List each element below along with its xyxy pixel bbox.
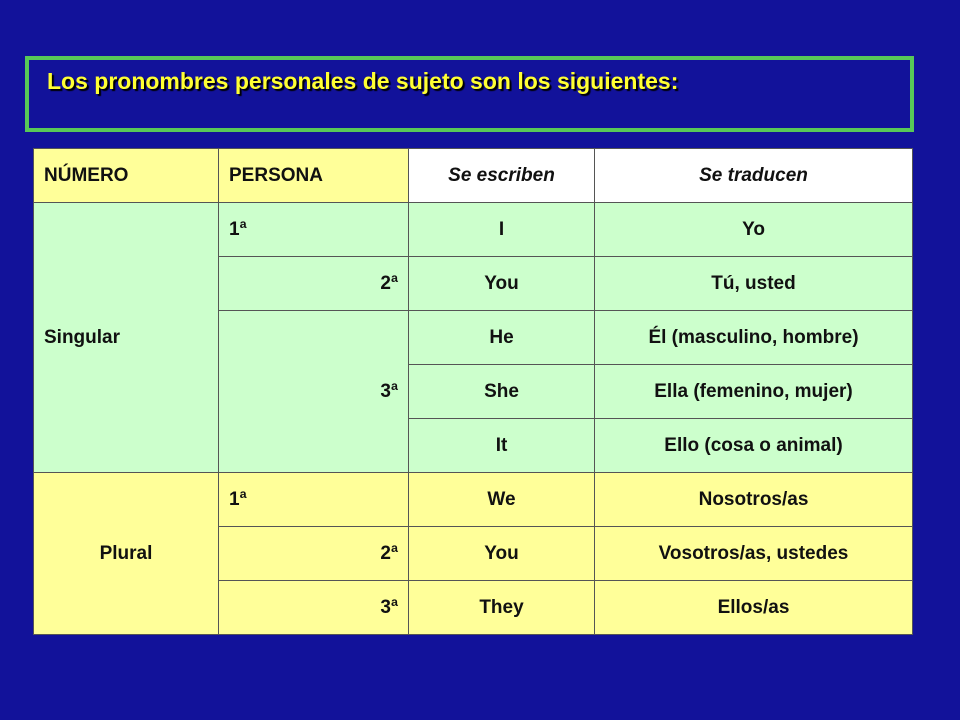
numero-plural: Plural (34, 473, 219, 635)
escribe-cell: I (409, 203, 595, 257)
table-row (34, 473, 913, 527)
slide-title: Los pronombres personales de sujeto son los siguientes: (47, 68, 679, 94)
traduce-cell: Ellos/as (595, 581, 913, 635)
traduce-cell: Ello (cosa o animal) (595, 419, 913, 473)
header-se-escriben: Se escriben (409, 149, 595, 203)
persona-cell: 3ª (219, 311, 409, 473)
traduce-cell: Ella (femenino, mujer) (595, 365, 913, 419)
escribe-cell: He (409, 311, 595, 365)
table-row (34, 203, 913, 257)
header-numero: NÚMERO (34, 149, 219, 203)
header-row (34, 149, 913, 203)
escribe-cell: It (409, 419, 595, 473)
traduce-cell: Tú, usted (595, 257, 913, 311)
title-box (25, 56, 914, 132)
persona-cell: 2ª (219, 527, 409, 581)
escribe-cell: We (409, 473, 595, 527)
traduce-cell: Yo (595, 203, 913, 257)
header-persona: PERSONA (219, 149, 409, 203)
header-se-traducen: Se traducen (595, 149, 913, 203)
numero-singular: Singular (34, 203, 219, 473)
traduce-cell: Nosotros/as (595, 473, 913, 527)
persona-cell: 1ª (219, 473, 409, 527)
escribe-cell: They (409, 581, 595, 635)
persona-cell: 1ª (219, 203, 409, 257)
escribe-cell: She (409, 365, 595, 419)
escribe-cell: You (409, 257, 595, 311)
escribe-cell: You (409, 527, 595, 581)
traduce-cell: Él (masculino, hombre) (595, 311, 913, 365)
persona-cell: 3ª (219, 581, 409, 635)
persona-cell: 2ª (219, 257, 409, 311)
pronouns-table (33, 148, 913, 635)
traduce-cell: Vosotros/as, ustedes (595, 527, 913, 581)
